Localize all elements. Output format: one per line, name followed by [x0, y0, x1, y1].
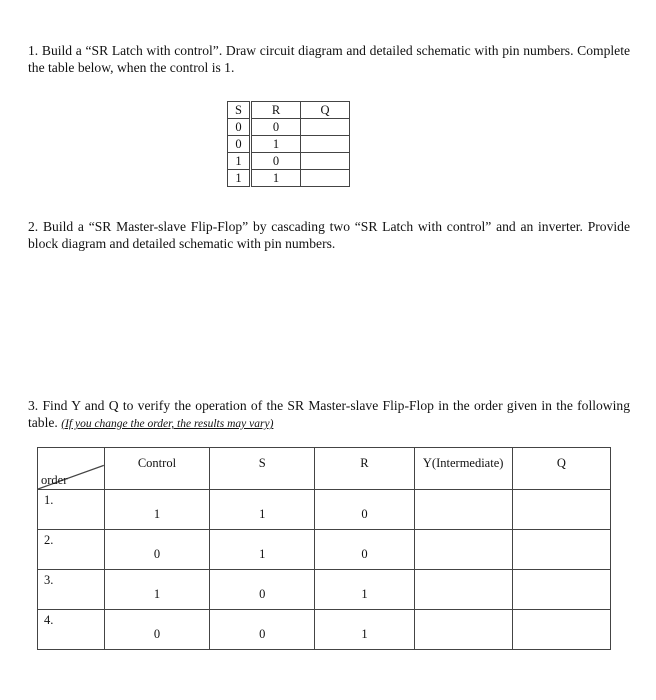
cell-order: 4. [38, 610, 105, 650]
question-2-number: 2. [28, 219, 39, 234]
cell-s: 1 [210, 530, 315, 570]
cell-s: 0 [228, 119, 251, 136]
cell-y [414, 490, 512, 530]
cell-s: 0 [210, 570, 315, 610]
header-order [38, 448, 105, 490]
cell-s: 0 [210, 610, 315, 650]
cell-q [512, 570, 610, 610]
table-header-row [38, 448, 611, 490]
cell-r: 1 [251, 170, 301, 187]
cell-r: 1 [315, 570, 414, 610]
header-order-label: order [41, 473, 68, 487]
cell-s: 1 [228, 153, 251, 170]
header-s: S [210, 448, 315, 490]
cell-q [512, 610, 610, 650]
question-3 [28, 397, 630, 433]
sr-latch-truth-table [227, 101, 350, 187]
cell-y [414, 610, 512, 650]
cell-control: 0 [104, 530, 209, 570]
header-control: Control [104, 448, 209, 490]
question-2-text: Build a “SR Master-slave Flip-Flop” by cascading two “SR Latch with control” and an inverter. Provide block diagram and detailed schematic with pin numbers. [28, 219, 630, 251]
master-slave-table [37, 447, 611, 650]
cell-r: 1 [251, 136, 301, 153]
question-1-text: Build a “SR Latch with control”. Draw circuit diagram and detailed schematic with pin numbers. Complete the table below, when the control is 1. [28, 43, 631, 75]
cell-control: 1 [104, 490, 209, 530]
question-1 [28, 42, 630, 76]
table-header-row [228, 102, 350, 119]
table-row [38, 530, 611, 570]
cell-q [301, 136, 350, 153]
cell-y [414, 530, 512, 570]
cell-r: 0 [251, 119, 301, 136]
cell-order: 1. [38, 490, 105, 530]
cell-control: 1 [104, 570, 209, 610]
header-y: Y(Intermediate) [414, 448, 512, 490]
cell-r: 0 [315, 530, 414, 570]
question-1-number: 1. [28, 43, 39, 58]
header-q: Q [512, 448, 610, 490]
question-3-note: (If you change the order, the results may vary) [61, 418, 274, 430]
cell-r: 0 [251, 153, 301, 170]
table-row [38, 490, 611, 530]
cell-q [301, 153, 350, 170]
table-row [228, 119, 350, 136]
table-row [228, 170, 350, 187]
table-row [38, 570, 611, 610]
cell-order: 3. [38, 570, 105, 610]
cell-q [512, 530, 610, 570]
question-3-number: 3. [28, 398, 39, 413]
cell-s: 1 [210, 490, 315, 530]
table-row [38, 610, 611, 650]
header-q: Q [301, 102, 350, 119]
table-row [228, 153, 350, 170]
cell-control: 0 [104, 610, 209, 650]
header-s: S [228, 102, 251, 119]
table-row [228, 136, 350, 153]
question-3-text: Find Y and Q to verify the operation of the SR Master-slave Flip-Flop in the order given in the following table. [28, 398, 630, 430]
cell-y [414, 570, 512, 610]
cell-r: 0 [315, 490, 414, 530]
cell-q [301, 119, 350, 136]
question-2 [28, 218, 630, 252]
cell-r: 1 [315, 610, 414, 650]
cell-order: 2. [38, 530, 105, 570]
cell-s: 0 [228, 136, 251, 153]
cell-q [301, 170, 350, 187]
header-r: R [315, 448, 414, 490]
cell-s: 1 [228, 170, 251, 187]
cell-q [512, 490, 610, 530]
header-r: R [251, 102, 301, 119]
